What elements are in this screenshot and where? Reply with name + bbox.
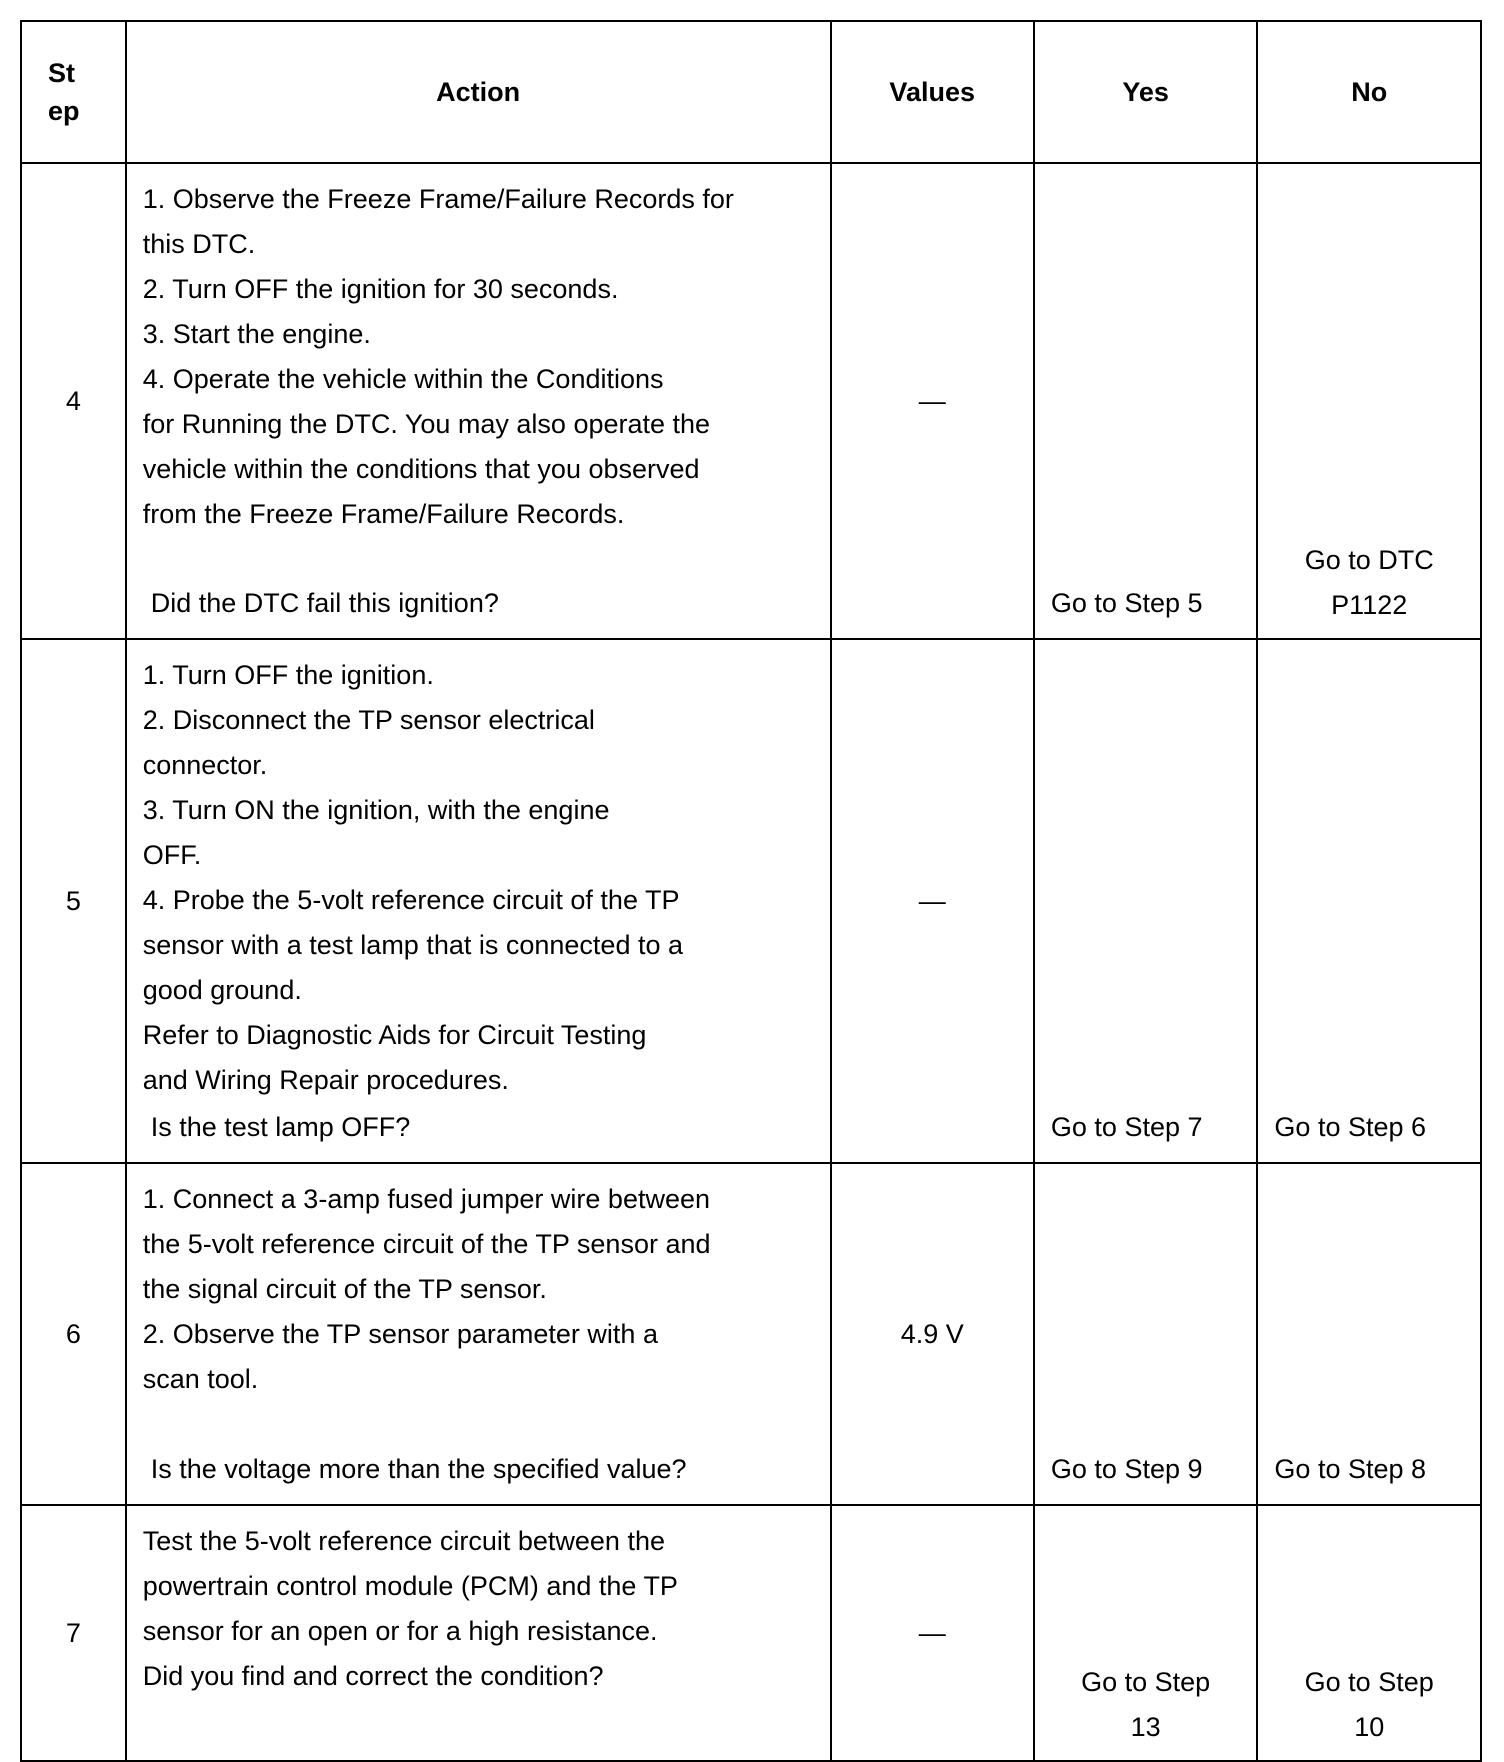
yes-goto-line: Go to Step 5: [1050, 588, 1203, 618]
action-question: Is the voltage more than the specified value?: [150, 1454, 687, 1484]
action-cell: [126, 1505, 831, 1761]
yes-goto-line: Go to Step: [1081, 1667, 1211, 1697]
action-line: from the Freeze Frame/Failure Records.: [142, 499, 625, 529]
action-line: 2. Turn OFF the ignition for 30 seconds.: [142, 274, 619, 304]
diagnostic-table: [20, 20, 1482, 1762]
action-line: 2. Observe the TP sensor parameter with a: [142, 1319, 658, 1349]
action-text: [127, 640, 830, 1103]
yes-cell: [1034, 1505, 1258, 1761]
no-goto-text: [1274, 1447, 1426, 1492]
action-line: good ground.: [142, 975, 302, 1005]
step-number: 6: [21, 1163, 126, 1505]
table-row: [21, 1505, 1481, 1761]
action-cell: [126, 163, 831, 639]
yes-cell: [1034, 163, 1258, 639]
action-line: vehicle within the conditions that you observed: [142, 454, 700, 484]
yes-goto-line: Go to Step 9: [1050, 1454, 1203, 1484]
action-line: 1. Turn OFF the ignition.: [142, 660, 434, 690]
action-line: 2. Disconnect the TP sensor electrical: [142, 705, 595, 735]
action-line: 1. Connect a 3-amp fused jumper wire between: [142, 1184, 711, 1214]
no-goto-line: Go to Step 6: [1274, 1112, 1427, 1142]
action-line: the 5-volt reference circuit of the TP sensor and: [142, 1229, 711, 1259]
header-no: No: [1257, 21, 1481, 163]
action-text: [127, 1506, 830, 1699]
action-question: Is the test lamp OFF?: [150, 1112, 411, 1142]
yes-goto-line: 13: [1130, 1712, 1161, 1742]
no-goto-text: [1274, 1105, 1426, 1150]
table-row: [21, 163, 1481, 639]
step-number: 4: [21, 163, 126, 639]
action-line: and Wiring Repair procedures.: [142, 1065, 509, 1095]
header-step-line2: ep: [48, 96, 80, 126]
table-row: [21, 1163, 1481, 1505]
step-number: 7: [21, 1505, 126, 1761]
no-cell: [1257, 639, 1481, 1163]
values-cell: —: [831, 639, 1034, 1163]
action-cell: [126, 639, 831, 1163]
table-row: [21, 639, 1481, 1163]
action-question: Did the DTC fail this ignition?: [150, 588, 499, 618]
yes-cell: [1034, 1163, 1258, 1505]
action-cell: [126, 1163, 831, 1505]
yes-goto-line: Go to Step 7: [1050, 1112, 1203, 1142]
no-cell: [1257, 163, 1481, 639]
header-values: Values: [831, 21, 1034, 163]
no-goto-line: Go to Step: [1304, 1667, 1434, 1697]
action-text: [127, 164, 830, 537]
action-line: powertrain control module (PCM) and the TP: [142, 1571, 678, 1601]
yes-goto-text: [1051, 581, 1203, 626]
action-line: 4. Probe the 5-volt reference circuit of the TP: [142, 885, 680, 915]
action-line: 1. Observe the Freeze Frame/Failure Records for: [142, 184, 734, 214]
action-line: for Running the DTC. You may also operate the: [142, 409, 711, 439]
action-line: OFF.: [142, 840, 202, 870]
no-cell: [1257, 1505, 1481, 1761]
action-line: scan tool.: [142, 1364, 259, 1394]
action-line: 4. Operate the vehicle within the Conditions: [142, 364, 664, 394]
yes-cell: [1034, 639, 1258, 1163]
step-number: 5: [21, 639, 126, 1163]
action-line: 3. Start the engine.: [142, 319, 371, 349]
action-line: Did you find and correct the condition?: [142, 1661, 604, 1691]
action-line: sensor for an open or for a high resistance.: [142, 1616, 658, 1646]
yes-goto-text: [1051, 1105, 1203, 1150]
action-line: sensor with a test lamp that is connected to a: [142, 930, 683, 960]
header-step: [21, 21, 126, 163]
action-line: 3. Turn ON the ignition, with the engine: [142, 795, 610, 825]
no-cell: [1257, 1163, 1481, 1505]
action-text: [127, 1164, 830, 1402]
header-yes: Yes: [1034, 21, 1258, 163]
no-goto-line: Go to DTC: [1304, 545, 1434, 575]
values-cell: —: [831, 1505, 1034, 1761]
no-goto-text: [1258, 538, 1480, 628]
no-goto-text: [1258, 1660, 1480, 1750]
header-step-line1: St: [48, 58, 75, 88]
action-line: this DTC.: [142, 229, 256, 259]
action-line: Test the 5-volt reference circuit between the: [142, 1526, 665, 1556]
yes-goto-text: [1035, 1660, 1257, 1750]
header-action: Action: [126, 21, 831, 163]
action-line: the signal circuit of the TP sensor.: [142, 1274, 547, 1304]
action-line: Refer to Diagnostic Aids for Circuit Testing: [142, 1020, 647, 1050]
values-cell: —: [831, 163, 1034, 639]
values-cell: 4.9 V: [831, 1163, 1034, 1505]
no-goto-line: P1122: [1331, 590, 1408, 620]
action-line: connector.: [142, 750, 268, 780]
no-goto-line: Go to Step 8: [1274, 1454, 1427, 1484]
yes-goto-text: [1051, 1447, 1203, 1492]
no-goto-line: 10: [1354, 1712, 1385, 1742]
header-row: [21, 21, 1481, 163]
